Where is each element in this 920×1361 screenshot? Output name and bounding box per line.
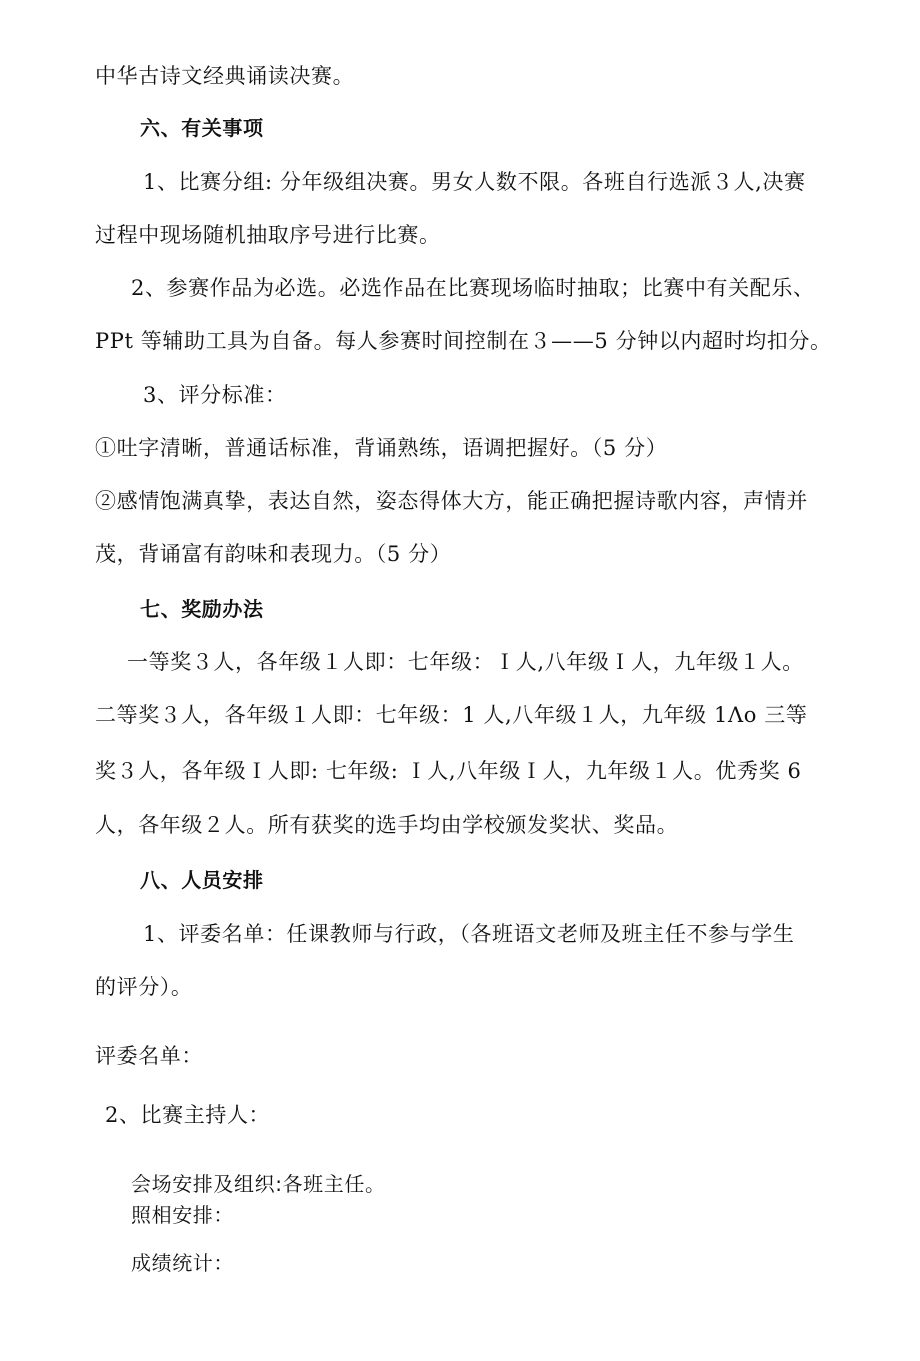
text-line-11: 一等奖３人，各年级１人即：七年级：Ｉ人,八年级Ｉ人，九年级１人。 <box>127 650 804 674</box>
section-heading-6: 六、有关事项 <box>140 116 264 140</box>
section-heading-8: 八、人员安排 <box>140 868 264 892</box>
text-line-5: PPt 等辅助工具为自备。每人参赛时间控制在３——5 分钟以内超时均扣分。 <box>95 329 832 353</box>
text-line-4: 2、参赛作品为必选。必选作品在比赛现场临时抽取；比赛中有关配乐、 <box>131 276 815 300</box>
text-line-13: 奖３人，各年级Ｉ人即: 七年级: Ｉ人,八年级Ｉ人，九年级１人。优秀奖 6 <box>95 759 802 783</box>
text-line-3: 过程中现场随机抽取序号进行比赛。 <box>95 223 441 247</box>
text-line-20: 会场安排及组织:各班主任。 <box>131 1172 386 1196</box>
text-line-21: 照相安排： <box>131 1203 234 1227</box>
text-line-12: 二等奖３人，各年级１人即：七年级：1 人,八年级１人，九年级 1Λo 三等 <box>95 703 808 727</box>
text-line-18: 评委名单： <box>95 1044 203 1068</box>
text-line-0: 中华古诗文经典诵读决赛。 <box>95 64 355 88</box>
text-line-17: 的评分）。 <box>95 975 193 999</box>
text-line-16: 1、评委名单：任课教师与行政，（各班语文老师及班主任不参与学生 <box>143 922 795 946</box>
text-line-9: 茂，背诵富有韵味和表现力。（5 分） <box>95 542 452 566</box>
text-line-6: 3、评分标准： <box>143 383 287 407</box>
text-line-14: 人，各年级２人。所有获奖的选手均由学校颁发奖状、奖品。 <box>95 813 679 837</box>
text-line-8: ②感情饱满真挚，表达自然，姿态得体大方，能正确把握诗歌内容，声情并 <box>95 489 808 513</box>
text-line-2: 1、比赛分组: 分年级组决赛。男女人数不限。各班自行选派３人,决赛 <box>143 170 806 194</box>
text-line-22: 成绩统计： <box>131 1251 234 1275</box>
text-line-19: 2、比赛主持人： <box>105 1103 271 1127</box>
text-line-7: ①吐字清晰，普通话标准，背诵熟练，语调把握好。（5 分） <box>95 436 668 460</box>
section-heading-7: 七、奖励办法 <box>140 597 264 621</box>
